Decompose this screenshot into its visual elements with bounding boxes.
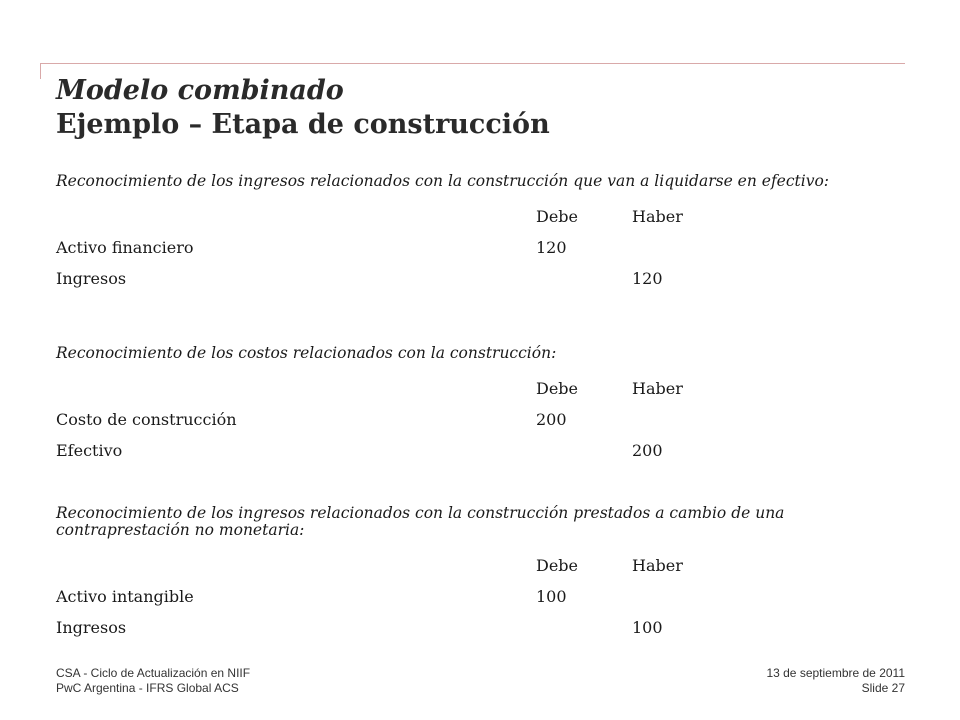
haber-value: 200 <box>632 441 663 460</box>
table-header-row <box>56 201 906 232</box>
section-caption: Reconocimiento de los ingresos relacionados con la construcción que van a liquidarse en efectivo: <box>56 172 830 190</box>
title-line-1: Modelo combinado <box>56 75 344 106</box>
footer-date: 13 de septiembre de 2011 <box>766 666 905 680</box>
debe-value: 200 <box>536 410 567 429</box>
section-caption: Reconocimiento de los ingresos relacionados con la construcción prestados a cambio de una contraprestación no monetaria: <box>56 504 785 539</box>
top-rule <box>40 63 905 64</box>
account-name: Ingresos <box>56 269 127 288</box>
section-3 <box>56 505 906 643</box>
account-name: Ingresos <box>56 618 127 637</box>
table-row <box>56 612 906 643</box>
haber-value: 120 <box>632 269 663 288</box>
account-name: Costo de construcción <box>56 410 237 429</box>
footer-left <box>56 666 250 696</box>
section-caption: Reconocimiento de los costos relacionados con la construcción: <box>56 344 557 362</box>
debe-header: Debe <box>536 379 579 398</box>
table-row <box>56 263 906 294</box>
haber-header: Haber <box>632 379 683 398</box>
section-2 <box>56 345 906 466</box>
slide-number: Slide 27 <box>861 681 905 695</box>
haber-header: Haber <box>632 556 683 575</box>
account-name: Activo financiero <box>56 238 194 257</box>
haber-value: 100 <box>632 618 663 637</box>
account-name: Efectivo <box>56 441 123 460</box>
footer-right <box>766 666 905 696</box>
haber-header: Haber <box>632 207 683 226</box>
table-row <box>56 581 906 612</box>
section-1 <box>56 173 906 294</box>
title-line-2: Ejemplo – Etapa de construcción <box>56 109 550 140</box>
slide-title <box>56 74 550 142</box>
table-row <box>56 435 906 466</box>
debe-value: 100 <box>536 587 567 606</box>
table-row <box>56 404 906 435</box>
debe-value: 120 <box>536 238 567 257</box>
account-name: Activo intangible <box>56 587 194 606</box>
footer-org: PwC Argentina - IFRS Global ACS <box>56 681 239 695</box>
table-header-row <box>56 550 906 581</box>
debe-header: Debe <box>536 556 579 575</box>
debe-header: Debe <box>536 207 579 226</box>
footer-course: CSA - Ciclo de Actualización en NIIF <box>56 666 251 680</box>
table-row <box>56 232 906 263</box>
table-header-row <box>56 373 906 404</box>
left-rule-tick <box>40 63 41 79</box>
